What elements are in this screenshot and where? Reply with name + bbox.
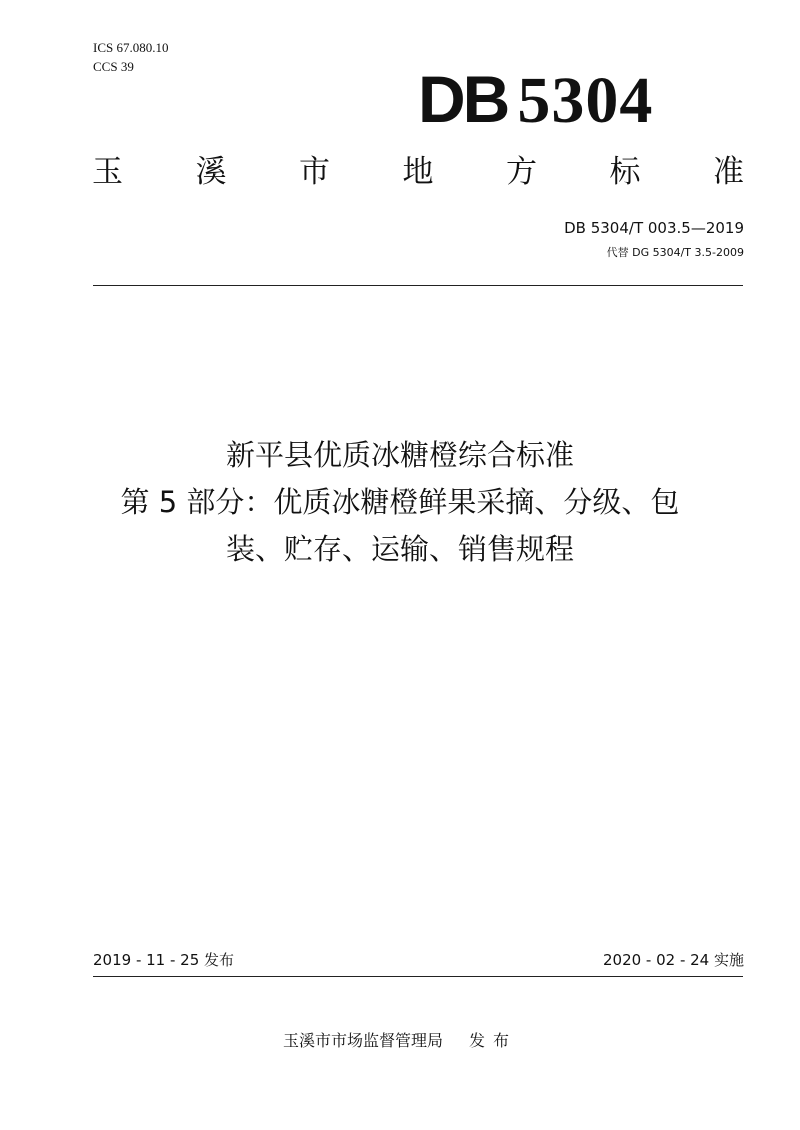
document-title	[40, 432, 760, 573]
classification-codes	[93, 38, 168, 76]
db-logo	[418, 62, 653, 138]
standard-number: DB 5304/T 003.5—2019	[564, 219, 744, 237]
ccs-code: CCS 39	[93, 59, 134, 74]
standard-type-char: 标	[609, 154, 641, 190]
publisher-action: 发布	[469, 1031, 518, 1050]
header-divider	[93, 285, 743, 286]
title-line-3: 装、贮存、运输、销售规程	[225, 532, 574, 566]
replaces-standard: 代替 DG 5304/T 3.5-2009	[606, 246, 744, 259]
standard-type-char: 玉	[92, 154, 123, 190]
standard-type-char: 地	[402, 154, 434, 190]
issue-date: 2019 - 11 - 25 发布	[93, 951, 235, 969]
ics-code: ICS 67.080.10	[93, 40, 169, 55]
standard-type-char: 准	[713, 154, 744, 190]
standard-type-heading	[92, 150, 744, 194]
footer-divider	[93, 976, 743, 977]
standard-type-char: 溪	[195, 154, 227, 190]
title-line-1: 新平县优质冰糖橙综合标准	[225, 438, 574, 472]
publisher	[0, 1030, 800, 1052]
db-logo-number: 5304	[517, 64, 654, 137]
db-logo-prefix: DB	[418, 62, 508, 136]
title-line-2: 第 5 部分：优质冰糖橙鲜果采摘、分级、包	[120, 485, 680, 519]
publisher-name: 玉溪市市场监督管理局	[282, 1031, 443, 1050]
standard-type-char: 市	[299, 154, 330, 190]
standard-type-char: 方	[506, 154, 537, 190]
implementation-date: 2020 - 02 - 24 实施	[602, 951, 744, 969]
